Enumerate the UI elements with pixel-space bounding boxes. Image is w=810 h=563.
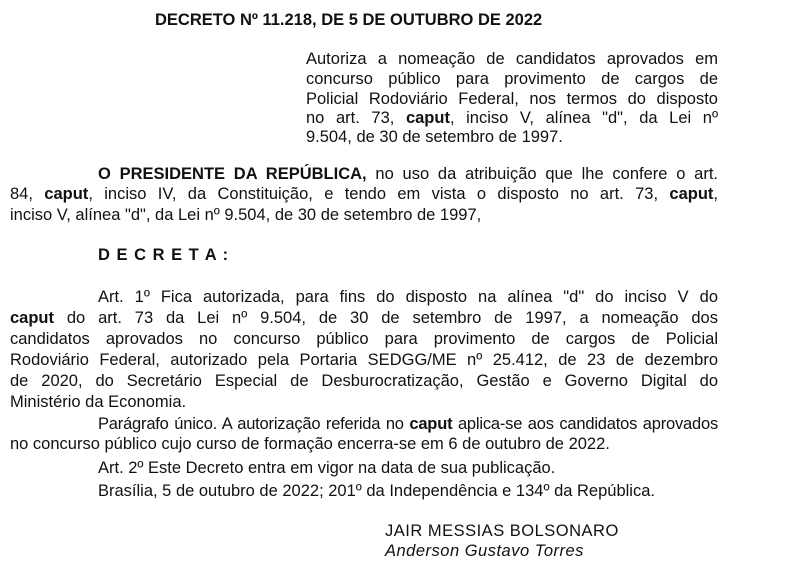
article-line: candidatos aprovados no concurso público para provimento de cargos de Policial xyxy=(10,330,718,348)
article-line: caput do art. 73 da Lei nº 9.504, de 30 de setembro de 1997, a nomeação dos xyxy=(10,309,718,327)
paragraph-line: no concurso público cujo curso de formação encerra-se em 6 de outubro de 2022. xyxy=(10,435,610,453)
decree-title: DECRETO Nº 11.218, DE 5 DE OUTUBRO DE 2022 xyxy=(155,11,543,29)
ementa-line: Policial Rodoviário Federal, nos termos do disposto xyxy=(306,90,718,108)
article-line: Art. 1º Fica autorizada, para fins do disposto na alínea "d" do inciso V do xyxy=(98,288,718,306)
article-line: Rodoviário Federal, autorizado pela Portaria SEDGG/ME nº 25.412, de 23 de dezembro xyxy=(10,351,718,369)
article-line: de 2020, do Secretário Especial de Desburocratização, Gestão e Governo Digital do xyxy=(10,372,718,390)
ementa-line: concurso público para provimento de cargos de xyxy=(306,70,718,88)
article-2: Art. 2º Este Decreto entra em vigor na data de sua publicação. xyxy=(98,459,556,477)
ementa-line: Autoriza a nomeação de candidatos aprovados em xyxy=(306,50,718,68)
signature-minister: Anderson Gustavo Torres xyxy=(385,542,584,560)
ementa-line: no art. 73, caput, inciso V, alínea "d", da Lei nº xyxy=(306,109,718,127)
article-line: Ministério da Economia. xyxy=(10,393,187,411)
closing-line: Brasília, 5 de outubro de 2022; 201º da Independência e 134º da República. xyxy=(98,482,655,500)
signature-president: JAIR MESSIAS BOLSONARO xyxy=(385,522,619,540)
decreta-label: D E C R E T A : xyxy=(98,246,230,264)
preamble-line: O PRESIDENTE DA REPÚBLICA, no uso da atribuição que lhe confere o art. xyxy=(98,165,718,183)
preamble-line: inciso V, alínea "d", da Lei nº 9.504, de 30 de setembro de 1997, xyxy=(10,206,482,224)
ementa-line: 9.504, de 30 de setembro de 1997. xyxy=(306,128,563,146)
preamble-line: 84, caput, inciso IV, da Constituição, e tendo em vista o disposto no art. 73, caput, xyxy=(10,185,719,203)
paragraph-line: Parágrafo único. A autorização referida no caput aplica-se aos candidatos aprovados xyxy=(98,415,718,433)
